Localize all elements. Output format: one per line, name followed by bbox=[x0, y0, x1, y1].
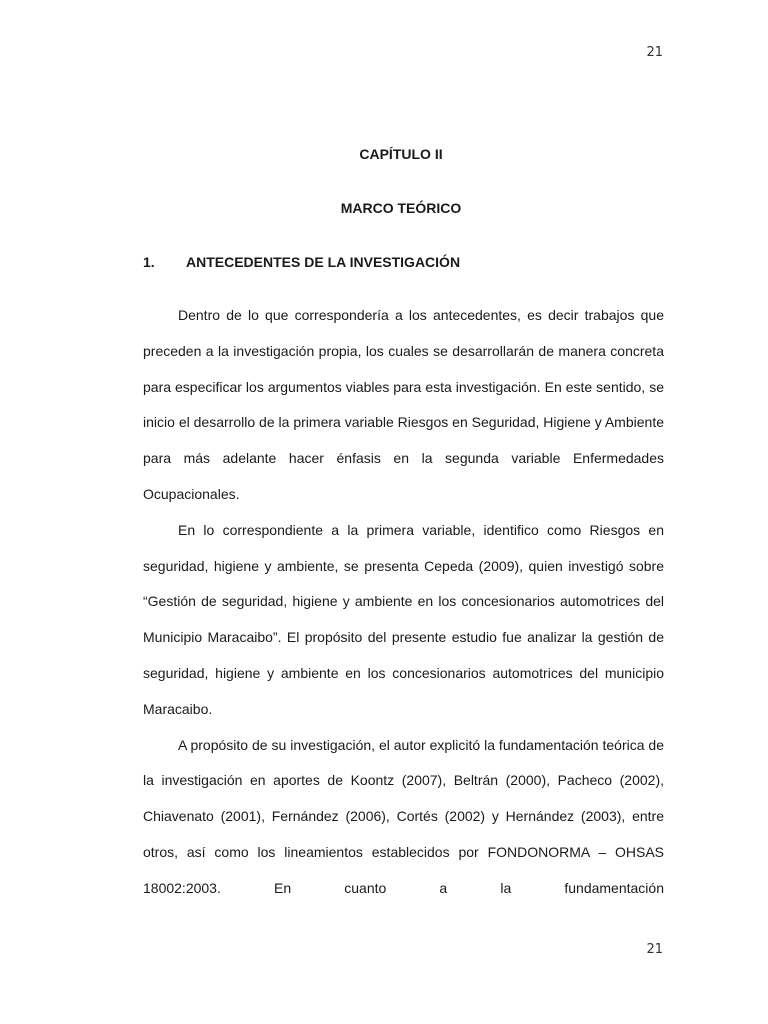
paragraph-1: Dentro de lo que correspondería a los antecedentes, es decir trabajos que preceden a la investigación propia, los cuales se desarrollarán de manera concreta para especificar los argumentos viables para esta investigación. En este sentido, se inicio el desarrollo de la primera variable Riesgos en Seguridad, Higiene y Ambiente para más adelante hacer énfasis en la segunda variable Enfermedades Ocupacionales. bbox=[143, 307, 664, 502]
section-heading bbox=[143, 254, 460, 270]
section-number: 1. bbox=[143, 254, 155, 270]
chapter-title: CAPÍTULO II bbox=[359, 146, 443, 162]
page-number-bottom: 21 bbox=[646, 942, 663, 957]
body-text bbox=[143, 298, 664, 907]
page-number-top: 21 bbox=[646, 45, 663, 60]
chapter-subtitle: MARCO TEÓRICO bbox=[340, 200, 462, 216]
section-title: ANTECEDENTES DE LA INVESTIGACIÓN bbox=[186, 254, 461, 270]
paragraph-3: A propósito de su investigación, el autor explicitó la fundamentación teórica de la investigación en aportes de Koontz (2007), Beltrán (2000), Pacheco (2002), Chiavenato (2001), Fernández (2006), Cortés (2002) y Hernández (2003), entre otros, así como los lineamientos establecidos por FONDONORMA – OHSAS 18002:2003. En cuanto a la fundamentación bbox=[143, 736, 664, 896]
paragraph-2: En lo correspondiente a la primera variable, identifico como Riesgos en seguridad, higiene y ambiente, se presenta Cepeda (2009), quien investigó sobre “Gestión de seguridad, higiene y ambiente en los concesionarios automotrices del Municipio Maracaibo”. El propósito del presente estudio fue analizar la gestión de seguridad, higiene y ambiente en los concesionarios automotrices del municipio Maracaibo. bbox=[143, 521, 664, 717]
